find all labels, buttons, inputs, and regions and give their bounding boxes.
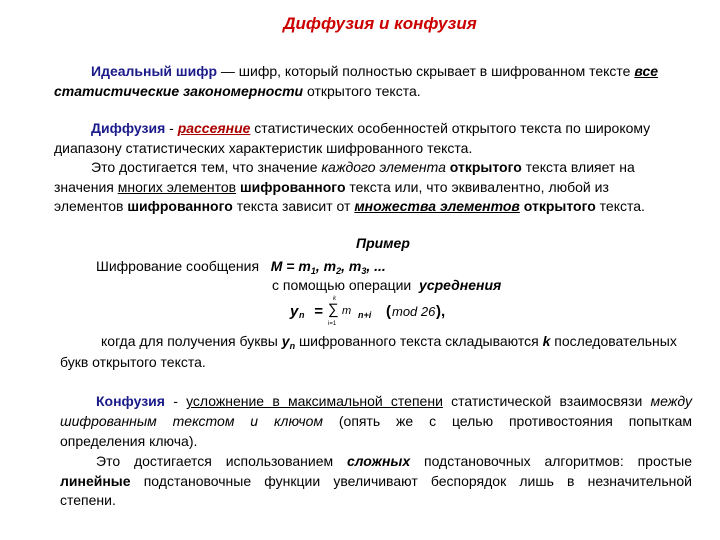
example-when-line-2: букв открытого текста. bbox=[60, 354, 206, 370]
ideal-term: Идеальный шифр bbox=[91, 63, 218, 79]
ideal-line-2: статистические закономерности открытого текста. bbox=[54, 83, 421, 99]
confusion-term: Конфузия bbox=[96, 393, 165, 409]
diffusion-line-1: Диффузия - рассеяние статистических особенностей открытого текста по широкому bbox=[91, 120, 651, 136]
ideal-all: все bbox=[634, 63, 659, 79]
example-operation-line: с помощью операции усреднения bbox=[272, 277, 502, 293]
page-title: Диффузия и конфузия bbox=[283, 14, 477, 33]
example-when-line-1: когда для получения буквы $y_n$ шифрованного текста складываются k последовательных bbox=[101, 333, 677, 351]
confusion-line-1: Конфузия - усложнение в максимальной степени статистической взаимосвязи между bbox=[96, 393, 692, 409]
example-encryption-line: Шифрование сообщения $M = m_1$, $m_2$, $m_3$, ... bbox=[96, 258, 386, 276]
confusion-line-4: Это достигается использованием сложных подстановочных алгоритмов: простые bbox=[96, 453, 693, 469]
diffusion-line-5: элементов шифрованного текста зависит от множества элементов открытого текста. bbox=[54, 198, 645, 214]
sum-symbol: ∑ bbox=[328, 301, 339, 318]
example-heading: Пример bbox=[356, 235, 410, 251]
diffusion-line-4: значения многих элементов шифрованного текста или, что эквивалентно, любой из bbox=[54, 179, 609, 195]
confusion-line-5: линейные подстановочные функции увеличивают беспорядок лишь в незначительной bbox=[60, 473, 692, 489]
confusion-line-6: степени. bbox=[60, 492, 116, 508]
confusion-line-3: определения ключа). bbox=[60, 433, 198, 449]
diffusion-scattering: рассеяние bbox=[177, 120, 251, 136]
confusion-line-2: шифрованным текстом и ключом (опять же с целью противостояния попыткам bbox=[60, 413, 692, 429]
ideal-line-1: Идеальный шифр — шифр, который полностью скрывает в шифрованном тексте все bbox=[91, 63, 659, 79]
averaging-formula: y n = k ∑ i=1 m n+i ( mod 26 ), bbox=[290, 296, 446, 327]
diffusion-line-2: диапазону статистических характеристик шифрованного текста. bbox=[54, 140, 473, 156]
diffusion-line-3: Это достигается тем, что значение каждого элемента открытого текста влияет на bbox=[91, 159, 635, 175]
diffusion-term: Диффузия bbox=[91, 120, 166, 136]
